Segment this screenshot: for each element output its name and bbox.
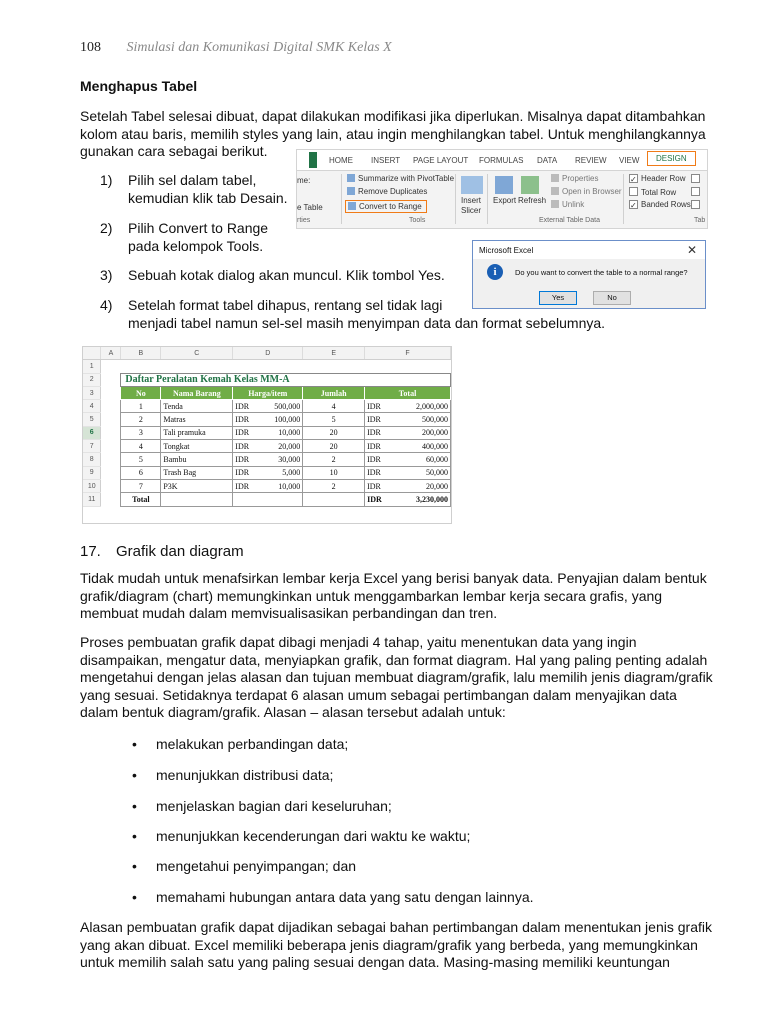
header-cell[interactable]: Total [365, 386, 451, 399]
tab-page-layout[interactable]: PAGE LAYOUT [413, 156, 469, 165]
row-header[interactable]: 5 [83, 413, 101, 426]
step-line: menjadi tabel namun sel-sel masih menyimpan data dan format sebelumnya. [128, 315, 606, 331]
page-number: 108 [80, 40, 101, 55]
checkbox-checked-icon: ✓ [630, 201, 637, 210]
intro-line: gunakan cara sebagai berikut. [80, 143, 268, 159]
row-header[interactable]: 10 [83, 479, 101, 492]
name-cell[interactable]: Trash Bag [161, 466, 233, 479]
para-line: yang sesuai. Setidaknya terdapat 6 alasan umum sebagai pertimbangan dalam menyajikan data [80, 686, 677, 703]
tab-formulas[interactable]: FORMULAS [479, 156, 524, 165]
unlink-button[interactable]: Unlink [551, 200, 584, 209]
paragraph-1 [80, 570, 707, 623]
bullet-icon: • [132, 858, 137, 874]
insert-slicer-label[interactable]: Slicer [461, 206, 482, 215]
qty-cell[interactable]: 4 [303, 400, 365, 413]
step-line: kemudian klik tab Desain. [128, 190, 288, 206]
table-row [83, 453, 451, 466]
checkbox-checked-icon: ✓ [630, 175, 637, 184]
table-row [83, 426, 451, 439]
no-cell[interactable]: 7 [121, 479, 161, 492]
price-cell[interactable]: IDR 20,000 [233, 440, 303, 453]
open-in-browser-button[interactable]: Open in Browser [551, 187, 622, 196]
column-header[interactable]: B [121, 347, 161, 360]
close-icon[interactable]: ✕ [686, 243, 697, 257]
para-line: mengetahui dengan jelas alasan dan tujuan membuat diagram/grafik, lalu memilih jenis diagram/grafik [80, 669, 713, 685]
spreadsheet-grid [83, 347, 451, 507]
no-button[interactable]: No [593, 291, 631, 305]
price-cell[interactable]: IDR 30,000 [233, 453, 303, 466]
bullet-icon: • [132, 828, 137, 844]
price-cell[interactable]: IDR 100,000 [233, 413, 303, 426]
tab-design[interactable]: DESIGN [647, 151, 696, 166]
duplicates-icon [347, 187, 355, 195]
tab-review[interactable]: REVIEW [575, 156, 607, 165]
step-line: pada kelompok Tools. [128, 238, 264, 254]
tools-group-label: Tools [409, 217, 426, 224]
external-group-label: External Table Data [539, 217, 600, 224]
column-header[interactable]: F [365, 347, 451, 360]
name-cell[interactable]: Tongkat [161, 440, 233, 453]
qty-cell[interactable]: 2 [303, 453, 365, 466]
bullet-icon: • [132, 736, 137, 752]
convert-dialog [472, 240, 706, 309]
step-line: Sebuah kotak dialog akan muncul. Klik tombol Yes. [128, 267, 445, 283]
header-row-checkbox[interactable]: ✓ Header Row [630, 174, 686, 184]
tab-view[interactable]: VIEW [619, 156, 640, 165]
convert-icon [348, 202, 356, 210]
partial-label: me: [297, 176, 311, 185]
para-line: untuk memilih salah satu yang paling sesuai dengan data. Masing-masing memiliki keuntungan [80, 954, 670, 970]
bullet-icon: • [132, 889, 137, 905]
partial-label: e Table [297, 203, 323, 212]
column-header[interactable]: E [303, 347, 365, 360]
name-cell[interactable]: Tenda [161, 400, 233, 413]
remove-duplicates-button[interactable]: Remove Duplicates [347, 187, 427, 196]
total-cell[interactable]: IDR 400,000 [365, 440, 451, 453]
name-cell[interactable]: Matras [161, 413, 233, 426]
refresh-button[interactable]: Refresh [518, 196, 547, 205]
summarize-pivot-button[interactable]: Summarize with PivotTable [347, 174, 454, 183]
no-cell[interactable]: 1 [121, 400, 161, 413]
para-line: grafik/diagram (chart) memungkinkan untuk menggambarkan lembar kerja secara grafis, yang [80, 587, 663, 604]
header-cell[interactable]: Nama Barang [161, 386, 233, 399]
unlink-icon [551, 200, 559, 208]
properties-button[interactable]: Properties [551, 174, 598, 183]
convert-to-range-button[interactable]: Convert to Range [345, 200, 427, 213]
no-cell[interactable]: 6 [121, 466, 161, 479]
header-cell[interactable]: Jumlah [303, 386, 365, 399]
table-row [83, 400, 451, 413]
table-row [83, 479, 451, 492]
section-17-heading: 17. Grafik dan diagram [80, 543, 244, 560]
book-title: Simulasi dan Komunikasi Digital SMK Kelas X [126, 40, 392, 55]
total-cell[interactable]: IDR 60,000 [365, 453, 451, 466]
total-row [83, 493, 451, 506]
last-column-checkbox[interactable] [691, 187, 703, 197]
spreadsheet-screenshot [82, 346, 452, 524]
para-line: Alasan pembuatan grafik dapat dijadikan sebagai bahan pertimbangan dalam menentukan jenis grafik [80, 919, 712, 935]
info-icon: i [487, 264, 503, 280]
browser-icon [551, 187, 559, 195]
price-cell[interactable]: IDR 500,000 [233, 400, 303, 413]
total-cell[interactable]: IDR 50,000 [365, 466, 451, 479]
column-header[interactable]: D [233, 347, 303, 360]
qty-cell[interactable]: 10 [303, 466, 365, 479]
name-cell[interactable]: Bambu [161, 453, 233, 466]
row-header[interactable]: 4 [83, 400, 101, 413]
grand-total-cell[interactable]: IDR 3,230,000 [365, 493, 451, 506]
paragraph-3 [80, 919, 712, 972]
total-label[interactable]: Total [121, 493, 161, 506]
row-header[interactable]: 8 [83, 453, 101, 466]
row-header[interactable]: 11 [83, 493, 101, 506]
banded-columns-checkbox[interactable] [691, 200, 703, 210]
ribbon-tab-bar [297, 150, 707, 171]
refresh-icon [521, 176, 539, 194]
qty-cell[interactable]: 20 [303, 426, 365, 439]
paragraph-2 [80, 634, 713, 722]
price-cell[interactable]: IDR 10,000 [233, 479, 303, 492]
checkbox-unchecked-icon [691, 187, 700, 196]
banded-rows-checkbox[interactable]: ✓ Banded Rows [630, 200, 691, 210]
ribbon-accent [309, 152, 317, 168]
para-line: dalam bentuk diagram/grafik. Alasan – alasan tersebut adalah untuk: [80, 704, 506, 720]
checkbox-unchecked-icon [691, 200, 700, 209]
name-cell[interactable]: P3K [161, 479, 233, 492]
insert-slicer-label[interactable]: Insert [461, 196, 482, 205]
table-row [83, 373, 451, 386]
row-header[interactable]: 6 [83, 426, 101, 439]
slicer-icon [461, 176, 483, 194]
row-header[interactable]: 9 [83, 466, 101, 479]
header-cell[interactable]: No [121, 386, 161, 399]
partial-group: rties [297, 217, 311, 224]
row-header[interactable]: 1 [83, 360, 101, 373]
bullet-icon: • [132, 767, 137, 783]
price-cell[interactable]: IDR 5,000 [233, 466, 303, 479]
first-column-checkbox[interactable] [691, 174, 703, 184]
para-line: membuat mudah dalam memvisualisasikan perbandingan dan tren. [80, 605, 498, 621]
table-style-options-label: Tab [694, 217, 706, 224]
total-cell[interactable]: IDR 500,000 [365, 413, 451, 426]
section-heading: Menghapus Tabel [80, 78, 198, 94]
qty-cell[interactable]: 2 [303, 479, 365, 492]
table-header-row [83, 386, 451, 399]
row-header[interactable]: 7 [83, 440, 101, 453]
checkbox-unchecked-icon [629, 187, 638, 196]
para-line: yang akan dibuat. Excel memiliki beberapa jenis diagram/grafik yang berbeda, yang memungkinkan [80, 936, 698, 953]
qty-cell[interactable]: 5 [303, 413, 365, 426]
row-header[interactable]: 2 [83, 373, 101, 386]
export-icon [495, 176, 513, 194]
name-cell[interactable]: Tali pramuka [161, 426, 233, 439]
sheet-title[interactable]: Daftar Peralatan Kemah Kelas MM-A [121, 373, 451, 386]
tab-home[interactable]: HOME [329, 156, 353, 165]
row-header[interactable]: 3 [83, 386, 101, 399]
intro-line: Setelah Tabel selesai dibuat, dapat dilakukan modifikasi jika diperlukan. Misalnya dapat ditambahkan [80, 108, 706, 124]
no-cell[interactable]: 3 [121, 426, 161, 439]
excel-ribbon-screenshot [296, 149, 708, 229]
total-row-checkbox[interactable]: Total Row [629, 187, 676, 197]
total-cell[interactable]: IDR 2,000,000 [365, 400, 451, 413]
intro-line: kolom atau baris, memilih styles yang lain, atau ingin menghilangkan tabel. Untuk menghilangkannya [80, 125, 706, 142]
para-line: disampaikan, mengatur data, menyiapkan grafik, dan format diagram. Hal yang paling penting adalah [80, 651, 708, 668]
table-row [83, 413, 451, 426]
page-header [80, 40, 392, 56]
no-cell[interactable]: 4 [121, 440, 161, 453]
bullet-icon: • [132, 798, 137, 814]
pivot-icon [347, 174, 355, 182]
qty-cell[interactable]: 20 [303, 440, 365, 453]
total-cell[interactable]: IDR 200,000 [365, 426, 451, 439]
dialog-message: Do you want to convert the table to a normal range? [515, 268, 688, 277]
properties-icon [551, 174, 559, 182]
header-cell[interactable]: Harga/item [233, 386, 303, 399]
yes-button[interactable]: Yes [539, 291, 577, 305]
no-cell[interactable]: 5 [121, 453, 161, 466]
para-line: Tidak mudah untuk menafsirkan lembar kerja Excel yang berisi banyak data. Penyajian dalam bentuk [80, 570, 707, 586]
step-line: Pilih Convert to Range [128, 220, 269, 236]
price-cell[interactable]: IDR 10,000 [233, 426, 303, 439]
column-header-row [83, 347, 451, 360]
tab-insert[interactable]: INSERT [371, 156, 401, 165]
export-button[interactable]: Export [493, 196, 517, 205]
total-cell[interactable]: IDR 20,000 [365, 479, 451, 492]
checkbox-unchecked-icon [691, 174, 700, 183]
table-row [83, 466, 451, 479]
table-row [83, 360, 451, 373]
dialog-title: Microsoft Excel [479, 246, 534, 255]
table-row [83, 440, 451, 453]
column-header[interactable]: A [101, 347, 121, 360]
column-header[interactable]: C [161, 347, 233, 360]
para-line: Proses pembuatan grafik dapat dibagi menjadi 4 tahap, yaitu menentukan data yang ingin [80, 634, 637, 650]
steps-list: 1) Pilih sel dalam tabel, kemudian klik tab Desain. 2) Pilih Convert to Range pada kelompok Tools. 3) Sebuah kotak dialog akan muncul. Klik tombol Yes. 4) Setelah format tabel dihapus, rentang sel tidak lagi menjadi tabel namun sel-sel masih menyimpan data dan format sebelumnya. [100, 172, 606, 331]
tab-data[interactable]: DATA [537, 156, 558, 165]
step-line: Pilih sel dalam tabel, [128, 172, 257, 188]
step-line: Setelah format tabel dihapus, rentang sel tidak lagi [128, 297, 443, 313]
no-cell[interactable]: 2 [121, 413, 161, 426]
